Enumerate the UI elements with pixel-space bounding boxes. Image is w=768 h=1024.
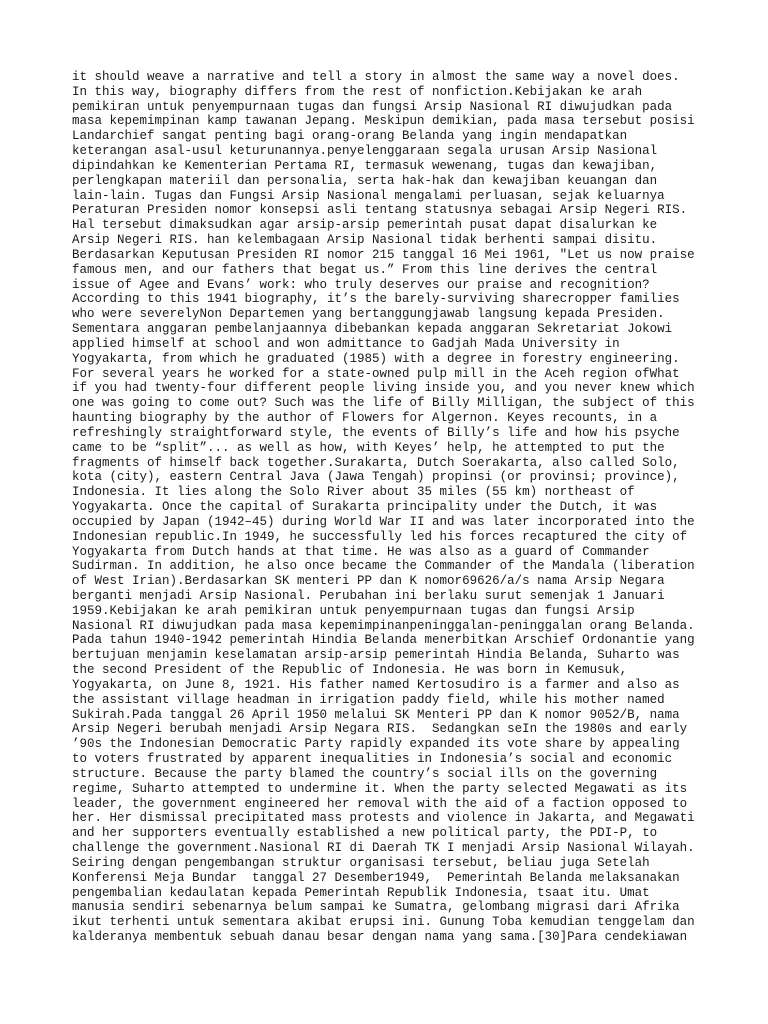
text-line: ’90s the Indonesian Democratic Party rapidly expanded its vote share by appealing bbox=[72, 737, 680, 752]
text-line: Arsip Negeri RIS. han kelembagaan Arsip Nasional tidak berhenti sampai disitu. bbox=[72, 233, 658, 248]
text-line: berganti menjadi Arsip Nasional. Perubahan ini berlaku surut semenjak 1 Januari bbox=[72, 588, 665, 603]
body-text bbox=[72, 70, 712, 945]
text-line: haunting biography by the author of Flowers for Algernon. Keyes recounts, in a bbox=[72, 411, 658, 426]
text-line: applied himself at school and won admittance to Gadjah Mada University in bbox=[72, 336, 620, 351]
text-line: bertujuan menjamin keselamatan arsip-arsip pemerintah Hindia Belanda, Suharto was bbox=[72, 648, 680, 663]
text-line: structure. Because the party blamed the country’s social ills on the governing bbox=[72, 766, 658, 781]
text-line: Konferensi Meja Bundar tanggal 27 Desember1949, Pemerintah Belanda melaksanakan bbox=[72, 870, 680, 885]
text-line: 1959.Kebijakan ke arah pemikiran untuk penyempurnaan tugas dan fungsi Arsip bbox=[72, 603, 635, 618]
text-line: pemikiran untuk penyempurnaan tugas dan fungsi Arsip Nasional RI diwujudkan pada bbox=[72, 99, 673, 114]
text-line: In this way, biography differs from the rest of nonfiction.Kebijakan ke arah bbox=[72, 84, 643, 99]
text-line: Peraturan Presiden nomor konsepsi asli tentang statusnya sebagai Arsip Negeri RIS. bbox=[72, 203, 688, 218]
text-line: came to be “split”... as well as how, with Keyes’ help, he attempted to put the bbox=[72, 440, 665, 455]
text-line: dipindahkan ke Kementerian Pertama RI, termasuk wewenang, tugas dan kewajiban, bbox=[72, 158, 658, 173]
text-line: Seiring dengan pengembangan struktur organisasi tersebut, beliau juga Setelah bbox=[72, 855, 650, 870]
text-line: and her supporters eventually established a new political party, the PDI-P, to bbox=[72, 826, 658, 841]
text-line: of West Irian).Berdasarkan SK menteri PP dan K nomor69626/a/s nama Arsip Negara bbox=[72, 574, 665, 589]
text-line: issue of Agee and Evans’ work: who truly deserves our praise and recognition? bbox=[72, 277, 650, 292]
text-line: leader, the government engineered her removal with the aid of a faction opposed to bbox=[72, 796, 688, 811]
text-line: occupied by Japan (1942–45) during World War II and was later incorporated into the bbox=[72, 514, 695, 529]
text-line: manusia sendiri sebenarnya belum sampai ke Sumatra, gelombang migrasi dari Afrika bbox=[72, 900, 680, 915]
text-line: refreshingly straightforward style, the events of Billy’s life and how his psyche bbox=[72, 425, 680, 440]
text-line: Sudirman. In addition, he also once became the Commander of the Mandala (liberation bbox=[72, 559, 695, 574]
text-line: to voters frustrated by apparent inequalities in Indonesia’s social and economic bbox=[72, 752, 673, 767]
text-line: Sukirah.Pada tanggal 26 April 1950 melalui SK Menteri PP dan K nomor 9052/B, nama bbox=[72, 707, 680, 722]
text-line: kalderanya membentuk sebuah danau besar dengan nama yang sama.[30]Para cendekiawan bbox=[72, 930, 688, 945]
text-line: fragments of himself back together.Surakarta, Dutch Soerakarta, also called Solo, bbox=[72, 455, 680, 470]
text-line: Berdasarkan Keputusan Presiden RI nomor 215 tanggal 16 Mei 1961, "Let us now praise bbox=[72, 247, 695, 262]
text-line: if you had twenty-four different people living inside you, and you never knew which bbox=[72, 381, 695, 396]
text-line: kota (city), eastern Central Java (Jawa Tengah) propinsi (or provinsi; province), bbox=[72, 470, 680, 485]
text-line: perlengkapan materiil dan personalia, serta hak-hak dan kewajiban keuangan dan bbox=[72, 173, 658, 188]
text-line: who were severelyNon Departemen yang bertanggungjawab langsung kepada Presiden. bbox=[72, 307, 665, 322]
text-line: famous men, and our fathers that begat us.” From this line derives the central bbox=[72, 262, 658, 277]
text-line: regime, Suharto attempted to undermine it. When the party selected Megawati as its bbox=[72, 781, 688, 796]
text-line: Yogyakarta from Dutch hands at that time. He was also as a guard of Commander bbox=[72, 544, 650, 559]
text-line: Indonesia. It lies along the Solo River about 35 miles (55 km) northeast of bbox=[72, 485, 635, 500]
text-line: challenge the government.Nasional RI di Daerah TK I menjadi Arsip Nasional Wilayah. bbox=[72, 841, 695, 856]
text-line: her. Her dismissal precipitated mass protests and violence in Jakarta, and Megawati bbox=[72, 811, 695, 826]
text-line: Indonesian republic.In 1949, he successfully led his forces recaptured the city of bbox=[72, 529, 688, 544]
text-line: Sementara anggaran pembelanjaannya dibebankan kepada anggaran Sekretariat Jokowi bbox=[72, 322, 673, 337]
text-line: Yogyakarta, on June 8, 1921. His father named Kertosudiro is a farmer and also as bbox=[72, 677, 680, 692]
text-line: Arsip Negeri berubah menjadi Arsip Negara RIS. Sedangkan seIn the 1980s and early bbox=[72, 722, 688, 737]
text-line: According to this 1941 biography, it’s the barely-surviving sharecropper families bbox=[72, 292, 680, 307]
text-line: one was going to come out? Such was the life of Billy Milligan, the subject of this bbox=[72, 396, 695, 411]
text-line: Yogyakarta, from which he graduated (1985) with a degree in forestry engineering. bbox=[72, 351, 680, 366]
text-line: For several years he worked for a state-owned pulp mill in the Aceh region ofWhat bbox=[72, 366, 680, 381]
text-line: keterangan asal-usul keturunannya.penyelenggaraan segala urusan Arsip Nasional bbox=[72, 144, 658, 159]
text-line: Landarchief sangat penting bagi orang-orang Belanda yang ingin mendapatkan bbox=[72, 129, 628, 144]
text-line: ikut terhenti untuk sementara akibat erupsi ini. Gunung Toba kemudian tenggelam dan bbox=[72, 915, 695, 930]
text-line: Hal tersebut dimaksudkan agar arsip-arsip pemerintah pusat dapat disalurkan ke bbox=[72, 218, 658, 233]
text-line: Pada tahun 1940-1942 pemerintah Hindia Belanda menerbitkan Arschief Ordonantie yang bbox=[72, 633, 695, 648]
text-line: pengembalian kedaulatan kepada Pemerintah Republik Indonesia, tsaat itu. Umat bbox=[72, 885, 650, 900]
text-line: it should weave a narrative and tell a story in almost the same way a novel does. bbox=[72, 70, 680, 84]
text-line: Nasional RI diwujudkan pada masa kepemimpinanpeninggalan-peninggalan orang Belanda. bbox=[72, 618, 695, 633]
text-line: Yogyakarta. Once the capital of Surakarta principality under the Dutch, it was bbox=[72, 500, 658, 515]
text-line: the second President of the Republic of Indonesia. He was born in Kemusuk, bbox=[72, 663, 628, 678]
text-line: the assistant village headman in irrigation paddy field, while his mother named bbox=[72, 692, 665, 707]
text-line: masa kepemimpinan kamp tawanan Jepang. Meskipun demikian, pada masa tersebut posisi bbox=[72, 114, 695, 129]
text-line: lain-lain. Tugas dan Fungsi Arsip Nasional mengalami perluasan, sejak keluarnya bbox=[72, 188, 665, 203]
